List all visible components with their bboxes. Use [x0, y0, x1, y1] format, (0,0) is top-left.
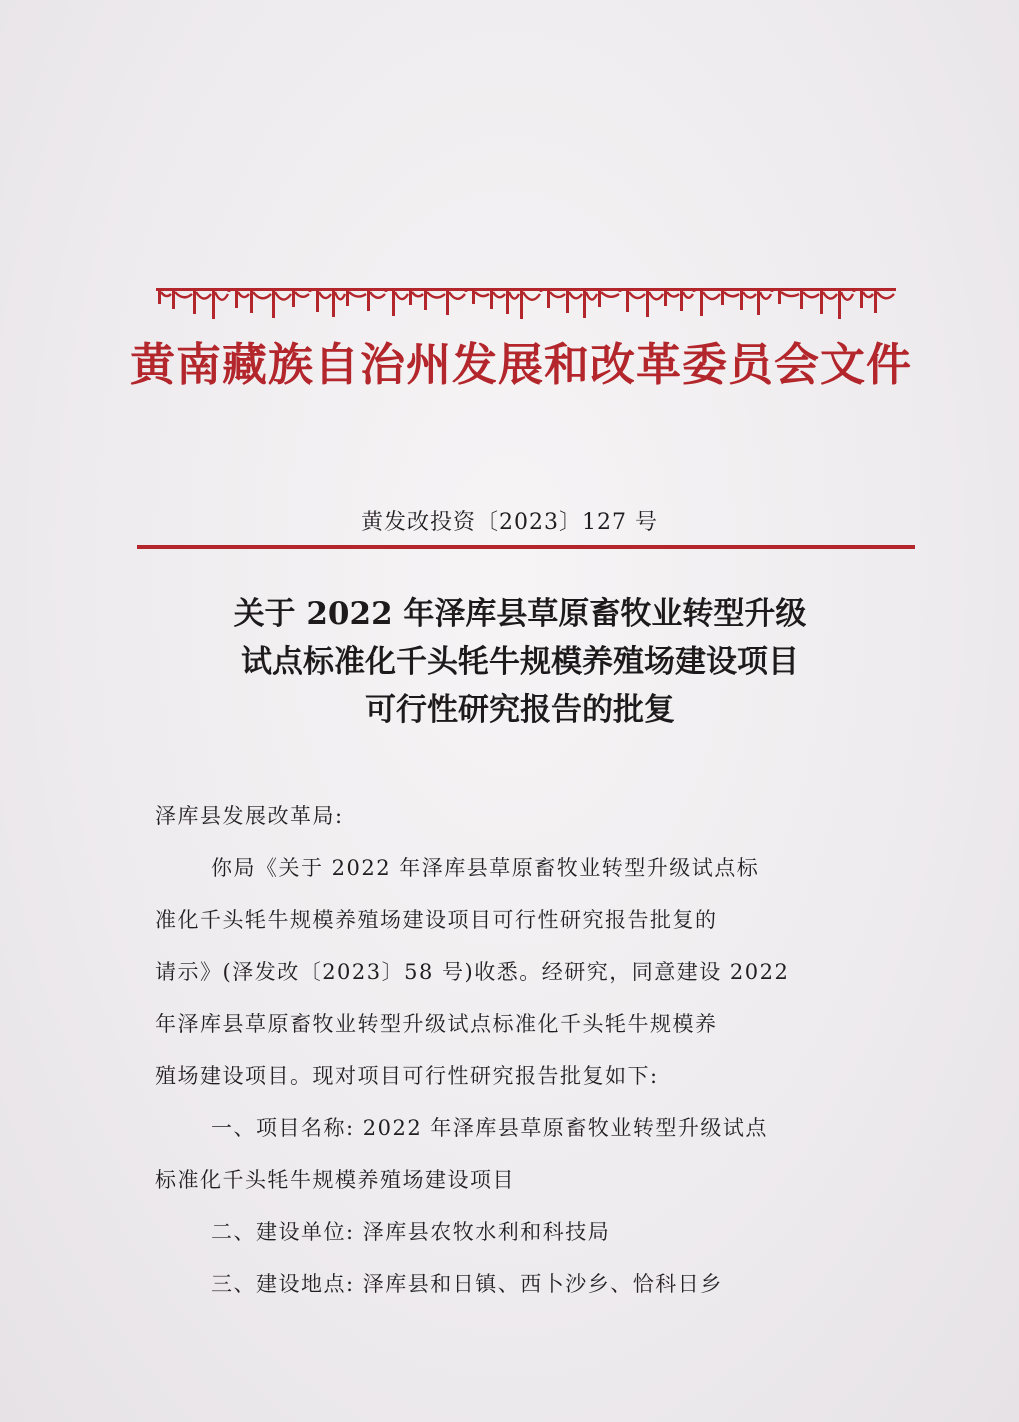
document-subject	[120, 590, 920, 734]
item-construction-unit: 二、建设单位: 泽库县农牧水利和科技局	[211, 1220, 611, 1244]
subject-line-1: 关于 2022 年泽库县草原畜牧业转型升级	[233, 596, 807, 632]
addressee: 泽库县发展改革局:	[155, 804, 344, 828]
paragraph-line: 你局《关于 2022 年泽库县草原畜牧业转型升级试点标	[211, 856, 760, 880]
item-project-name-cont: 标准化千头牦牛规模养殖场建设项目	[155, 1168, 515, 1192]
paragraph-line: 准化千头牦牛规模养殖场建设项目可行性研究报告批复的	[155, 908, 718, 932]
document-body	[155, 790, 895, 1310]
subject-line-2: 试点标准化千头牦牛规模养殖场建设项目	[241, 644, 799, 680]
paragraph-line: 请示》(泽发改〔2023〕58 号)收悉。经研究，同意建设 2022	[155, 960, 790, 984]
paragraph-line: 年泽库县草原畜牧业转型升级试点标准化千头牦牛规模养	[155, 1012, 718, 1036]
tibetan-header-line	[150, 280, 910, 322]
issuing-authority-title: 黄南藏族自治州发展和改革委员会文件	[130, 338, 913, 391]
tibetan-script-graphic	[150, 280, 910, 322]
paragraph-line: 殖场建设项目。现对项目可行性研究报告批复如下:	[155, 1064, 659, 1088]
document-number: 黄发改投资〔2023〕127 号	[361, 510, 658, 535]
subject-line-3: 可行性研究报告的批复	[365, 692, 675, 728]
item-project-name: 一、项目名称: 2022 年泽库县草原畜牧业转型升级试点	[211, 1116, 768, 1140]
item-construction-site: 三、建设地点: 泽库县和日镇、西卜沙乡、恰科日乡	[211, 1272, 723, 1296]
red-divider-line	[137, 545, 915, 549]
